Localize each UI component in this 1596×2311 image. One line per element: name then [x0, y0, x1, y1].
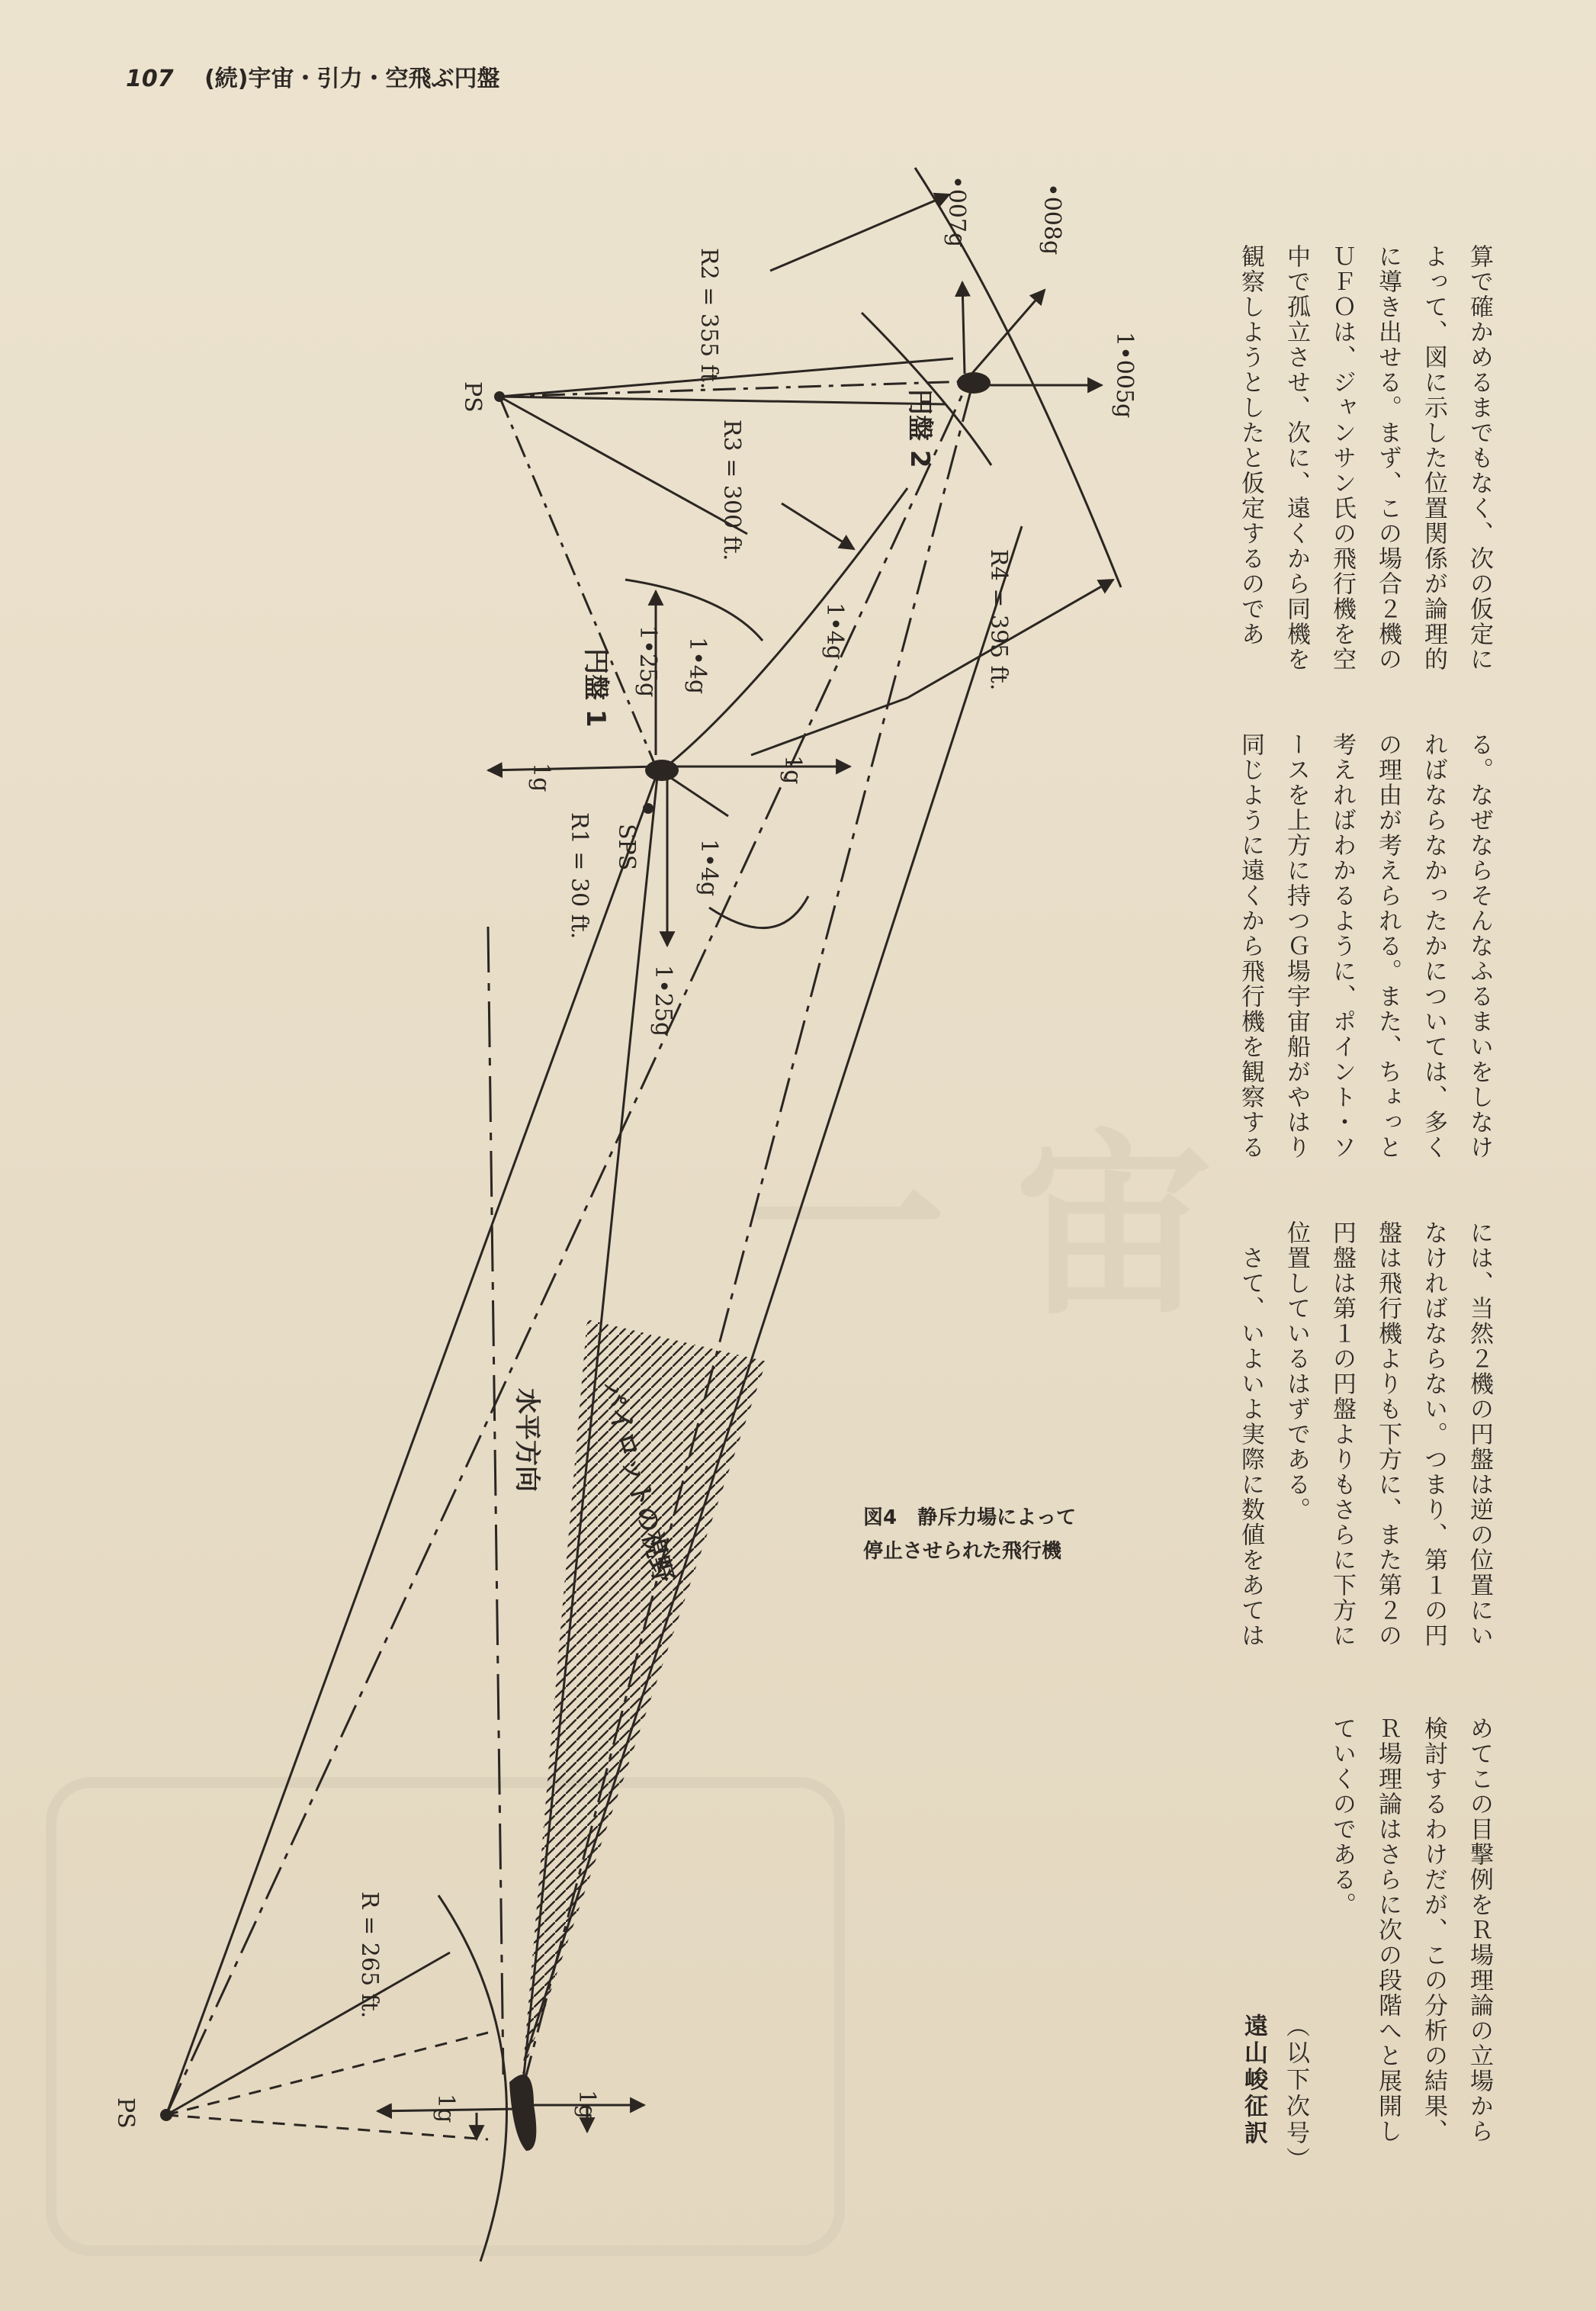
- text-line: 検討するわけだが、この分析の結果、: [1420, 1716, 1447, 2144]
- label-g1-c: 1g: [573, 2090, 600, 2120]
- label-pilot-view: パイロットの視野: [596, 1377, 679, 1586]
- ps-top-ray-upper: [499, 358, 953, 397]
- text-line: ればならなかったかについては、多く: [1420, 732, 1447, 1160]
- text-line: には、当然２機の円盤は逆の位置にい: [1466, 1220, 1493, 1648]
- label-g125-b: 1•25g: [650, 965, 676, 1037]
- text-line: なければならない。つまり、第１の円: [1420, 1220, 1447, 1648]
- text-line: Ｒ場理論はさらに次の段階へと展開し: [1374, 1716, 1402, 2144]
- text-line: 算で確かめるまでもなく、次の仮定に: [1466, 244, 1493, 672]
- label-g1-d: 1g: [432, 2094, 459, 2123]
- label-g14-b: 1•4g: [684, 637, 711, 695]
- sps-point: [643, 803, 653, 814]
- running-title: (続)宇宙・引力・空飛ぶ円盤: [204, 66, 500, 92]
- label-ps-bottom: PS: [112, 2097, 139, 2129]
- caption-number: 図4: [863, 1506, 898, 1529]
- label-disk1: 円盤 1: [580, 648, 611, 728]
- text-line: ＵＦＯは、ジャンサン氏の飛行機を空: [1328, 244, 1356, 672]
- label-r-main: R = 265 ft.: [356, 1892, 383, 2019]
- text-line: 盤は飛行機よりも下方に、また第２の: [1374, 1220, 1402, 1648]
- label-g14-c: 1•4g: [695, 839, 722, 897]
- label-g1005: 1•005g: [1111, 332, 1138, 419]
- caption-line2: 停止させられた飛行機: [863, 1540, 1062, 1563]
- disk1-shape: [645, 760, 679, 781]
- ps-bottom-arc: [438, 1895, 506, 2261]
- label-horizontal: 水平方向: [512, 1388, 542, 1492]
- disk2-to-disk1-curve: [671, 488, 907, 763]
- text-line: 考えればわかるように、ポイント・ソ: [1328, 732, 1356, 1160]
- text-line: 位置しているはずである。: [1283, 1220, 1310, 1522]
- text-line: の理由が考えられる。また、ちょっと: [1374, 732, 1402, 1160]
- text-block-1: [1228, 244, 1502, 686]
- ps-bottom-point: [160, 2109, 172, 2121]
- ps-top-point: [494, 391, 505, 402]
- text-line: 同じように遠くから飛行機を観察する: [1237, 732, 1264, 1160]
- label-g14-a: 1•4g: [821, 603, 848, 661]
- label-ps-top: PS: [459, 381, 486, 413]
- ps-top-ray-mid: [499, 381, 968, 397]
- label-g1-a: 1g: [779, 755, 806, 785]
- label-r2: R2 = 355 ft.: [695, 248, 722, 390]
- text-line: ていくのである。: [1328, 1716, 1356, 1917]
- text-block-4: [1319, 1716, 1502, 2158]
- label-g008: •008g: [1039, 183, 1065, 256]
- field-of-view-edge: [525, 526, 1022, 2059]
- ps-ray-upper: [166, 1953, 450, 2115]
- label-g007: •007g: [943, 175, 970, 248]
- disk2-arrow-up-left: [968, 290, 1045, 378]
- figure-caption: [863, 1501, 1076, 1568]
- text-line: よって、図に示した位置関係が論理的: [1420, 244, 1447, 672]
- sight-line-aircraft-to-disk2: [522, 385, 972, 2090]
- text-line: 円盤は第１の円盤よりもさらに下方に: [1328, 1220, 1356, 1648]
- text-line: 観察しようとしたと仮定するのであ: [1237, 244, 1264, 647]
- horizontal-direction-line: [488, 927, 503, 2075]
- text-block-2: [1228, 732, 1502, 1175]
- continued-note: （以下次号）: [1282, 2014, 1309, 2174]
- caption-line1: 静斥力場によって: [917, 1506, 1077, 1529]
- text-line: ースを上方に持つＧ場宇宙船がやはり: [1283, 732, 1310, 1160]
- label-g125-a: 1•25g: [634, 625, 661, 698]
- disk2-arrow-up: [962, 282, 965, 374]
- translator-credit: 遠山峻征訳: [1240, 2014, 1267, 2147]
- r4-line-lower: [751, 698, 907, 755]
- disk1-arrow-diag: [671, 778, 728, 816]
- disk2-shape: [957, 372, 991, 394]
- pilot-view-hatched-region: [522, 1319, 766, 2075]
- label-sps: SPS: [613, 824, 640, 871]
- aircraft-shape: [509, 2075, 536, 2151]
- label-g1-b: 1g: [528, 763, 554, 792]
- disk1-arrow-left: [488, 767, 656, 770]
- page-number: 107: [126, 66, 174, 92]
- label-r3: R3 = 300 ft.: [718, 419, 745, 561]
- ps-top-ray-lower: [499, 397, 946, 404]
- text-line: めてこの目撃例をＲ場理論の立場から: [1466, 1716, 1493, 2144]
- text-block-3: [1228, 1220, 1502, 1663]
- label-r1: R1 = 30 ft.: [566, 812, 592, 940]
- label-disk2: 円盤 2: [904, 389, 935, 468]
- text-line: さて、いよいよ実際に数値をあては: [1237, 1220, 1264, 1648]
- show-through-artwork: 一 宙: [747, 1112, 1213, 1342]
- text-line: 中で孤立させ、次に、遠くから同機を: [1283, 244, 1310, 672]
- ps-top-ray-far: [499, 397, 747, 534]
- r3-arrow: [782, 503, 854, 549]
- label-r4: R4 = 395 ft.: [985, 549, 1012, 691]
- r2-arrow: [770, 194, 949, 271]
- text-line: に導き出せる。まず、この場合２機の: [1374, 244, 1402, 672]
- text-line: る。なぜならそんなふるまいをしなけ: [1466, 732, 1493, 1160]
